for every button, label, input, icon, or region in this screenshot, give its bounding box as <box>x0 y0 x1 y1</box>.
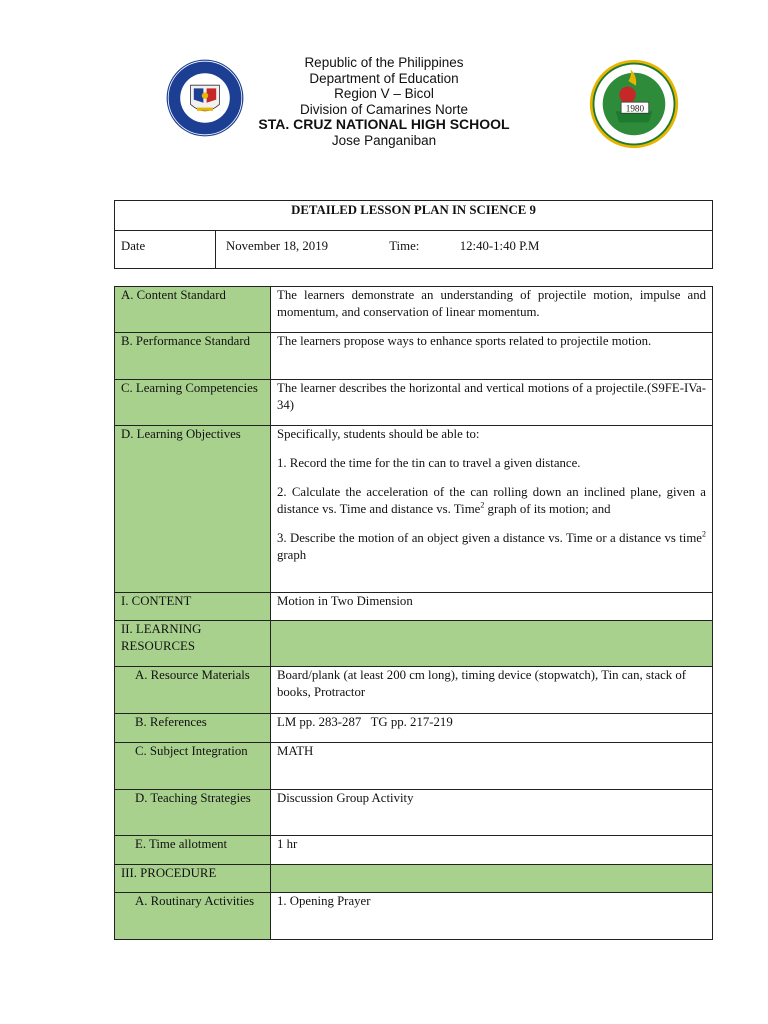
time-value: 12:40-1:40 P.M <box>459 239 540 253</box>
table-row <box>115 714 713 743</box>
header-division: Division of Camarines Norte <box>299 101 469 117</box>
references-value: LM pp. 283-287 TG pp. 217-219 <box>271 714 713 743</box>
date-time-cell <box>216 231 713 269</box>
table-row <box>115 621 713 667</box>
header-region: Region V – Bicol <box>334 86 434 101</box>
competencies-label: C. Learning Competencies <box>115 380 271 426</box>
strategies-label: D. Teaching Strategies <box>115 790 271 836</box>
materials-label: A. Resource Materials <box>115 667 271 714</box>
objectives-value <box>271 426 713 593</box>
resources-label: II. LEARNING RESOURCES <box>115 621 271 667</box>
table-row <box>115 667 713 714</box>
table-row <box>115 593 713 621</box>
procedure-value <box>271 865 713 893</box>
integration-value: MATH <box>271 743 713 790</box>
strategies-value: Discussion Group Activity <box>271 790 713 836</box>
header-town: Jose Panganiban <box>331 132 437 148</box>
table-row <box>115 287 713 333</box>
objective-3: 3. Describe the motion of an object given a distance vs. Time or a distance vs time$^2$ graph <box>277 529 706 562</box>
time-allotment-label: E. Time allotment <box>115 836 271 865</box>
table-row <box>115 893 713 940</box>
content-label: I. CONTENT <box>115 593 271 621</box>
resources-value <box>271 621 713 667</box>
content-value: Motion in Two Dimension <box>271 593 713 621</box>
materials-value: Board/plank (at least 200 cm long), timing device (stopwatch), Tin can, stack of books, Protractor <box>271 667 713 714</box>
school-seal-year: 1980 <box>625 103 645 114</box>
competencies-value: The learner describes the horizontal and vertical motions of a projectile.(S9FE-IVa-34) <box>271 380 713 426</box>
objective-1: 1. Record the time for the tin can to travel a given distance. <box>277 456 581 470</box>
time-label: Time: <box>389 239 420 253</box>
table-row <box>115 790 713 836</box>
date-value: November 18, 2019 <box>226 239 329 253</box>
objective-2: 2. Calculate the acceleration of the can rolling down an inclined plane, given a distance vs. Time and distance vs. Time$^2$ graph of its motion; and <box>277 485 706 516</box>
content-standard-label: A. Content Standard <box>115 287 271 333</box>
time-allotment-value: 1 hr <box>271 836 713 865</box>
table-row <box>115 426 713 593</box>
table-row <box>115 743 713 790</box>
document-header <box>0 55 768 148</box>
content-standard-value: The learners demonstrate an understanding of projectile motion, impulse and momentum, and conservation of linear momentum. <box>271 287 713 333</box>
performance-standard-value: The learners propose ways to enhance sports related to projectile motion. <box>271 333 713 380</box>
table-row <box>115 836 713 865</box>
routinary-label: A. Routinary Activities <box>115 893 271 940</box>
header-school-name: STA. CRUZ NATIONAL HIGH SCHOOL <box>258 116 510 132</box>
procedure-label: III. PROCEDURE <box>115 865 271 893</box>
performance-standard-label: B. Performance Standard <box>115 333 271 380</box>
routinary-value: 1. Opening Prayer <box>271 893 713 940</box>
lesson-plan-title: DETAILED LESSON PLAN IN SCIENCE 9 <box>115 201 713 231</box>
date-label: Date <box>115 231 216 269</box>
table-row <box>115 865 713 893</box>
lesson-plan-table <box>114 286 713 940</box>
table-row <box>115 333 713 380</box>
objectives-label: D. Learning Objectives <box>115 426 271 593</box>
header-department: Department of Education <box>309 70 459 86</box>
header-republic: Republic of the Philippines <box>304 55 464 70</box>
table-row <box>115 380 713 426</box>
references-label: B. References <box>115 714 271 743</box>
objectives-intro: Specifically, students should be able to: <box>277 427 480 441</box>
integration-label: C. Subject Integration <box>115 743 271 790</box>
lesson-plan-title-table <box>114 200 713 269</box>
